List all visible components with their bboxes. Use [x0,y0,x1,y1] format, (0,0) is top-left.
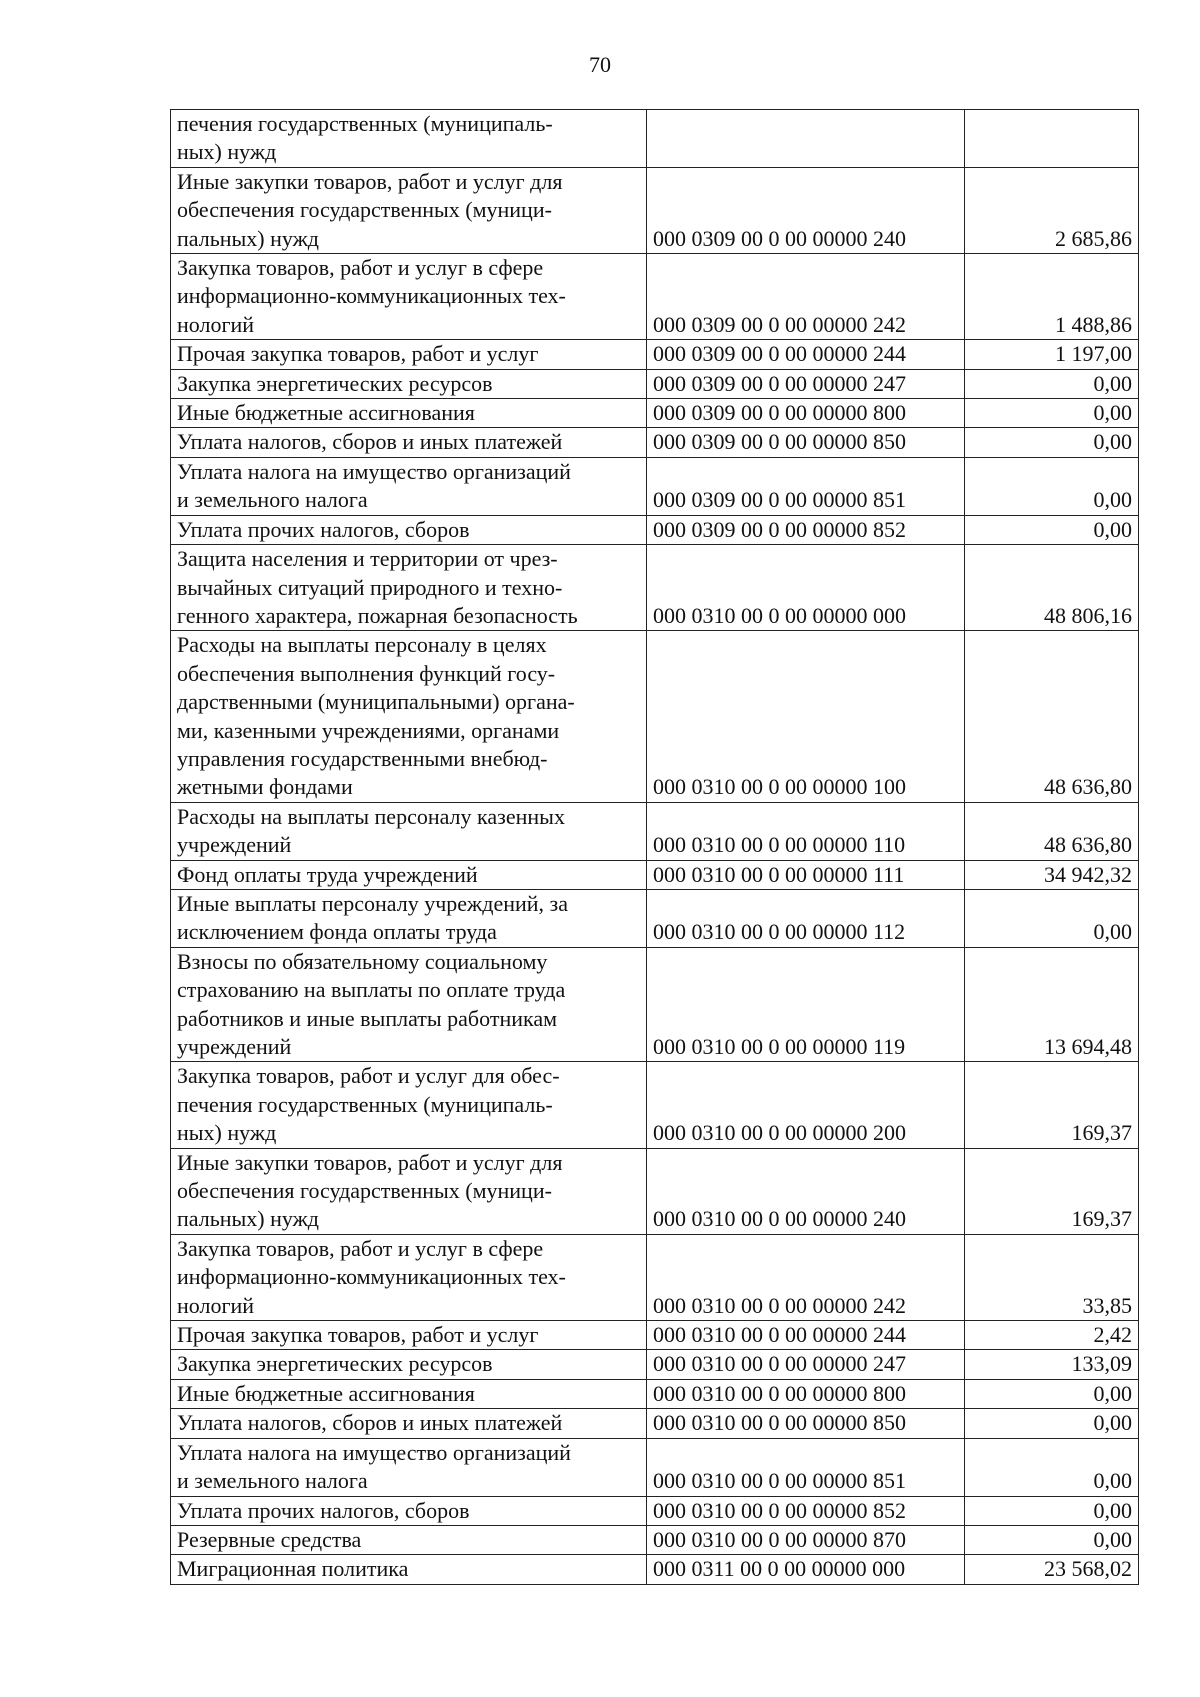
amount-cell: 0,00 [965,889,1139,947]
budget-code-cell: 000 0310 00 0 00 00000 247 [647,1350,965,1379]
table-row [171,167,1139,253]
budget-code-cell: 000 0310 00 0 00 00000 000 [647,545,965,631]
table-row [171,457,1139,515]
budget-code-cell: 000 0310 00 0 00 00000 242 [647,1234,965,1320]
amount-cell: 169,37 [965,1148,1139,1234]
expense-name-line: Миграционная политика [177,1556,409,1582]
expense-name-line: Фонд оплаты труда учреждений [177,861,478,887]
budget-code-cell [647,110,965,168]
expense-name-cell [171,1438,647,1496]
expense-name-line: дарственными (муниципальными) органа- [177,689,575,715]
amount-cell: 0,00 [965,1438,1139,1496]
budget-code-cell: 000 0309 00 0 00 00000 240 [647,167,965,253]
amount-cell: 0,00 [965,369,1139,398]
budget-table-body [171,110,1139,1585]
amount-cell: 133,09 [965,1350,1139,1379]
expense-name-line: ных) нужд [177,1120,277,1146]
expense-name-cell [171,457,647,515]
amount-cell: 48 636,80 [965,802,1139,860]
budget-code-cell: 000 0310 00 0 00 00000 119 [647,947,965,1062]
table-row [171,1496,1139,1525]
expense-name-cell [171,1409,647,1438]
expense-name-line: Закупка энергетических ресурсов [177,370,493,396]
amount-cell: 0,00 [965,515,1139,544]
expense-name-cell [171,1496,647,1525]
expense-name-line: исключением фонда оплаты труда [177,919,497,945]
table-row [171,545,1139,631]
expense-name-line: учреждений [177,1034,292,1059]
budget-code-cell: 000 0310 00 0 00 00000 110 [647,802,965,860]
budget-code-cell: 000 0310 00 0 00 00000 111 [647,860,965,889]
expense-name-line: Уплата налога на имущество организаций [177,458,571,484]
expense-name-line: работников и иные выплаты работникам [177,1005,558,1031]
expense-name-line: обеспечения выполнения функций госу- [177,660,556,686]
budget-code-cell: 000 0309 00 0 00 00000 247 [647,369,965,398]
expense-name-cell [171,110,647,168]
amount-cell: 0,00 [965,1525,1139,1554]
amount-cell [965,110,1139,168]
budget-code-cell: 000 0309 00 0 00 00000 244 [647,340,965,369]
expense-name-cell [171,860,647,889]
expense-name-line: вычайных ситуаций природного и техно- [177,574,563,600]
expense-name-line: Взносы по обязательному социальному [177,948,548,974]
table-row [171,1148,1139,1234]
table-row [171,1350,1139,1379]
budget-code-cell: 000 0310 00 0 00 00000 244 [647,1321,965,1350]
expense-name-line: Иные закупки товаров, работ и услуг для [177,1149,563,1175]
table-row [171,399,1139,428]
amount-cell: 1 197,00 [965,340,1139,369]
amount-cell: 48 806,16 [965,545,1139,631]
expense-name-cell [171,802,647,860]
table-row [171,1321,1139,1350]
table-row [171,428,1139,457]
expense-name-cell [171,1350,647,1379]
budget-code-cell: 000 0310 00 0 00 00000 852 [647,1496,965,1525]
table-row [171,889,1139,947]
expense-name-cell [171,1062,647,1148]
table-row [171,110,1139,168]
amount-cell: 23 568,02 [965,1555,1139,1584]
table-row [171,340,1139,369]
expense-name-cell [171,1321,647,1350]
expense-name-line: управления государственными внебюд- [177,745,548,771]
budget-code-cell: 000 0309 00 0 00 00000 800 [647,399,965,428]
budget-code-cell: 000 0309 00 0 00 00000 850 [647,428,965,457]
expense-name-cell [171,1525,647,1554]
expense-name-cell [171,631,647,802]
expense-name-line: Прочая закупка товаров, работ и услуг [177,1322,539,1348]
amount-cell: 34 942,32 [965,860,1139,889]
expense-name-cell [171,1234,647,1320]
table-row [171,860,1139,889]
expense-name-line: страхованию на выплаты по оплате труда [177,977,566,1003]
budget-code-cell: 000 0310 00 0 00 00000 851 [647,1438,965,1496]
table-row [171,1409,1139,1438]
expense-name-line: информационно-коммуникационных тех- [177,1264,566,1290]
table-row [171,1525,1139,1554]
expense-name-line: Уплата налогов, сборов и иных платежей [177,1410,563,1436]
expense-name-line: Уплата налога на имущество организаций [177,1439,571,1465]
expense-name-cell [171,947,647,1062]
budget-code-cell: 000 0309 00 0 00 00000 851 [647,457,965,515]
table-row [171,1234,1139,1320]
expense-name-line: Иные бюджетные ассигнования [177,1380,475,1406]
expense-name-line: Уплата прочих налогов, сборов [177,516,470,542]
expense-name-line: и земельного налога [177,1468,368,1494]
expense-name-line: жетными фондами [177,774,353,800]
amount-cell: 0,00 [965,457,1139,515]
expense-name-line: обеспечения государственных (муници- [177,197,552,223]
expense-name-cell [171,545,647,631]
amount-cell: 1 488,86 [965,254,1139,340]
expense-name-line: Расходы на выплаты персоналу в целях [177,632,547,658]
expense-name-line: Иные бюджетные ассигнования [177,400,475,426]
expense-name-cell [171,428,647,457]
expense-name-line: ми, казенными учреждениями, органами [177,717,560,743]
amount-cell: 0,00 [965,1409,1139,1438]
amount-cell: 2 685,86 [965,167,1139,253]
budget-table [170,109,1139,1585]
budget-code-cell: 000 0310 00 0 00 00000 800 [647,1379,965,1408]
amount-cell: 13 694,48 [965,947,1139,1062]
expense-name-line: нологий [177,1292,255,1318]
expense-name-line: учреждений [177,832,292,858]
expense-name-line: Уплата налогов, сборов и иных платежей [177,429,563,455]
expense-name-line: нологий [177,311,255,337]
expense-name-line: Уплата прочих налогов, сборов [177,1497,470,1523]
budget-code-cell: 000 0310 00 0 00 00000 850 [647,1409,965,1438]
expense-name-line: Расходы на выплаты персоналу казенных [177,803,565,829]
expense-name-cell [171,369,647,398]
expense-name-line: генного характера, пожарная безопасность [177,602,578,628]
expense-name-line: пальных) нужд [177,1206,320,1232]
table-row [171,802,1139,860]
expense-name-line: Закупка товаров, работ и услуг в сфере [177,1235,544,1261]
expense-name-cell [171,254,647,340]
expense-name-line: Закупка товаров, работ и услуг для обес- [177,1063,560,1089]
expense-name-line: обеспечения государственных (муници- [177,1178,552,1204]
table-row [171,1555,1139,1584]
table-row [171,369,1139,398]
amount-cell: 0,00 [965,1379,1139,1408]
expense-name-cell [171,340,647,369]
table-row [171,631,1139,802]
expense-name-line: Резервные средства [177,1526,362,1552]
expense-name-line: ных) нужд [177,139,277,165]
expense-name-cell [171,889,647,947]
amount-cell: 0,00 [965,1496,1139,1525]
budget-code-cell: 000 0309 00 0 00 00000 242 [647,254,965,340]
amount-cell: 0,00 [965,399,1139,428]
expense-name-cell [171,515,647,544]
table-row [171,1062,1139,1148]
expense-name-line: Иные выплаты персоналу учреждений, за [177,890,568,916]
expense-name-line: Защита населения и территории от чрез- [177,546,558,572]
amount-cell: 0,00 [965,428,1139,457]
expense-name-line: Закупка товаров, работ и услуг в сфере [177,255,544,281]
expense-name-cell [171,1148,647,1234]
expense-name-cell [171,1379,647,1408]
amount-cell: 48 636,80 [965,631,1139,802]
budget-code-cell: 000 0311 00 0 00 00000 000 [647,1555,965,1584]
expense-name-cell [171,399,647,428]
expense-name-line: Закупка энергетических ресурсов [177,1351,493,1377]
expense-name-line: печения государственных (муниципаль- [177,1091,553,1117]
expense-name-line: информационно-коммуникационных тех- [177,283,566,309]
budget-code-cell: 000 0310 00 0 00 00000 200 [647,1062,965,1148]
amount-cell: 2,42 [965,1321,1139,1350]
table-row [171,1379,1139,1408]
expense-name-cell [171,1555,647,1584]
expense-name-line: печения государственных (муниципаль- [177,111,553,136]
page-number: 70 [589,52,611,77]
amount-cell: 169,37 [965,1062,1139,1148]
expense-name-cell [171,167,647,253]
budget-code-cell: 000 0309 00 0 00 00000 852 [647,515,965,544]
expense-name-line: и земельного налога [177,487,368,513]
expense-name-line: Прочая закупка товаров, работ и услуг [177,341,539,367]
table-row [171,947,1139,1062]
budget-code-cell: 000 0310 00 0 00 00000 240 [647,1148,965,1234]
table-row [171,1438,1139,1496]
budget-code-cell: 000 0310 00 0 00 00000 870 [647,1525,965,1554]
expense-name-line: Иные закупки товаров, работ и услуг для [177,168,563,194]
table-row [171,254,1139,340]
table-row [171,515,1139,544]
budget-code-cell: 000 0310 00 0 00 00000 100 [647,631,965,802]
amount-cell: 33,85 [965,1234,1139,1320]
expense-name-line: пальных) нужд [177,225,320,251]
budget-code-cell: 000 0310 00 0 00 00000 112 [647,889,965,947]
